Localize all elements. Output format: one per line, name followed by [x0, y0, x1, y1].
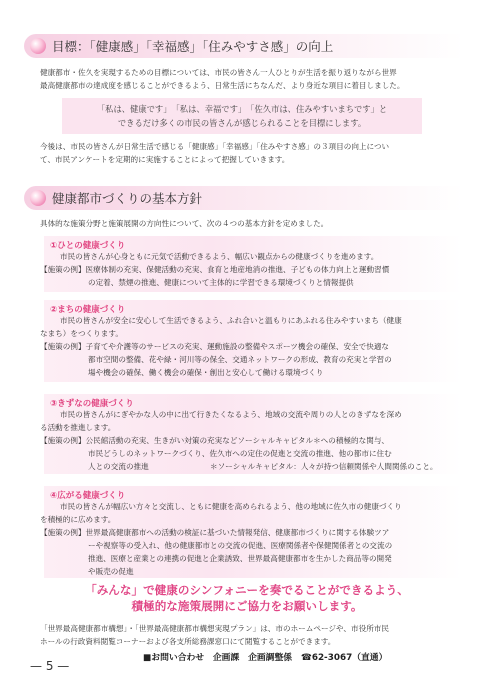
text-line: 最高健康都市の達成度を感じることができるよう、日常生活にちなんだ、より身近な項目に着目しました。 — [40, 81, 405, 90]
policy-example: 推進、医療と産業との連携の促進と企業誘致、世界最高健康都市を生かした商品等の開発 — [88, 554, 392, 563]
policy-text: 市民の皆さんがにぎやかな人の中に出て行きたくなるよう、地域の交流や周りの人とのきずなを深め — [60, 410, 402, 419]
policy-heading: ④広がる健康づくり — [50, 491, 126, 501]
text-line: ホールの行政資料閲覧コーナーおよび各支所総務課窓口にて閲覧することができます。 — [40, 637, 336, 646]
section-title: 目標：「健康感」「幸福感」「住みやすさ感」の向上 — [52, 39, 334, 54]
goal-followup — [40, 140, 470, 166]
policy-example: 場や機会の確保、働く機会の確保・創出と安心して働ける環境づくり — [88, 368, 324, 377]
policy-text: 市民の皆さんが幅広い方々と交流し、ともに健康を高められるよう、他の地域に佐久市の健康づくり — [60, 502, 402, 511]
page-number: — 5 — — [30, 659, 70, 673]
policy-text: 市民の皆さんが心身ともに元気で活動できるよう、幅広い観点からの健康づくりを進めます。 — [60, 252, 379, 261]
bullet-orb-icon — [30, 38, 46, 54]
section-header-policy — [24, 186, 464, 210]
policy-text: 市民の皆さんが安全に安心して生活できるよう、ふれ合いと温もりにあふれる住みやすいまち（健康 — [60, 316, 402, 325]
policy-example: 市民どうしのネットワークづくり、佐久市への定住の促進と交流の推進、他の都市に住む — [88, 449, 392, 458]
policy-example: 【施策の例】子育てや介護等のサービスの充実、運動施設の整備やスポーツ機会の確保、安全で快適な — [40, 342, 390, 351]
policy-example: ーや視察等の受入れ、他の健康都市との交流の促進、医療関係者や保健関係者との交流の — [88, 541, 393, 550]
policy-example: や販売の促進 — [88, 567, 134, 576]
policy-text: なまち）をつくります。 — [40, 329, 123, 338]
cta-line: 「みんな」で健康のシンフォニーを奏でることができるよう、 — [85, 583, 409, 597]
policy-example: 人との交流の推進 — [88, 462, 149, 471]
contact-info: ■お問い合わせ 企画課 企画調整係 ☎62-3067（直通） — [143, 653, 388, 663]
quote-line: 「私は、健康です」 「私は、幸福です」 「佐久市は、住みやすいまちです」と — [96, 104, 388, 114]
text-line: 今後は、市民の皆さんが日常生活で感じる「健康感」「幸福感」「住みやすさ感」の３項目の向上につい — [40, 142, 390, 151]
policy-heading: ②まちの健康づくり — [50, 305, 126, 315]
policy-heading: ①ひとの健康づくり — [50, 241, 126, 251]
goal-intro — [40, 66, 470, 92]
policy-heading: ③きずなの健康づくり — [50, 399, 134, 409]
cta-line: 積極的な施策展開にご協力をお願いします。 — [131, 599, 363, 613]
call-to-action — [0, 582, 494, 614]
text-line: 「世界最高健康都市構想」・「世界最高健康都市構想実現プラン」は、市のホームページや、市役所市民 — [40, 624, 389, 633]
policy-example: 【施策の例】医療体制の充実、保健活動の充実、食育と地産地消の推進、子どもの体力向上と運動習慣 — [40, 265, 390, 274]
section-title: 健康都市づくりの基本方針 — [52, 191, 203, 206]
policy-block-spread — [40, 486, 462, 578]
policy-text: る活動を推進します。 — [40, 423, 116, 432]
policy-example: 【施策の例】世界最高健康都市への活動の検証に基づいた情報発信、健康都市づくりに関する体験ツア — [40, 528, 390, 537]
policy-block-people — [40, 236, 462, 292]
text-line: て、市民アンケートを定期的に実施することによって把握していきます。 — [40, 155, 290, 164]
text-line: 健康都市・佐久を実現するための目標については、市民の皆さん一人ひとりが生活を振り返りながら世界 — [40, 68, 397, 77]
policy-text: を積極的に広めます。 — [40, 515, 116, 524]
quote-line: できるだけ多くの市民の皆さんが感じられることを目標にします。 — [117, 118, 367, 128]
bullet-orb-icon — [30, 190, 46, 206]
section-header-goal — [24, 34, 464, 58]
policy-block-bonds — [40, 394, 462, 474]
policy-example: 【施策の例】公民館活動の充実、生きがい対策の充実などソーシャルキャピタル＊への積極的な関与、 — [40, 436, 390, 445]
goal-quote-box — [62, 98, 422, 134]
footnote-social-capital: ＊ソーシャルキャピタル：人々が持つ信頼関係や人間関係のこと。 — [210, 462, 438, 471]
policy-intro — [40, 217, 470, 230]
policy-example: 都市空間の整備、花や緑・河川等の保全、交通ネットワークの形成、教育の充実と学習の — [88, 355, 392, 364]
availability-note — [40, 622, 470, 648]
policy-block-town — [40, 300, 462, 382]
text-line: 具体的な施策分野と施策展開の方向性について、次の４つの基本方針を定めました。 — [40, 219, 329, 228]
policy-example: の定着、禁煙の推進、健康について主体的に学習できる環境づくりと情報提供 — [88, 278, 354, 287]
